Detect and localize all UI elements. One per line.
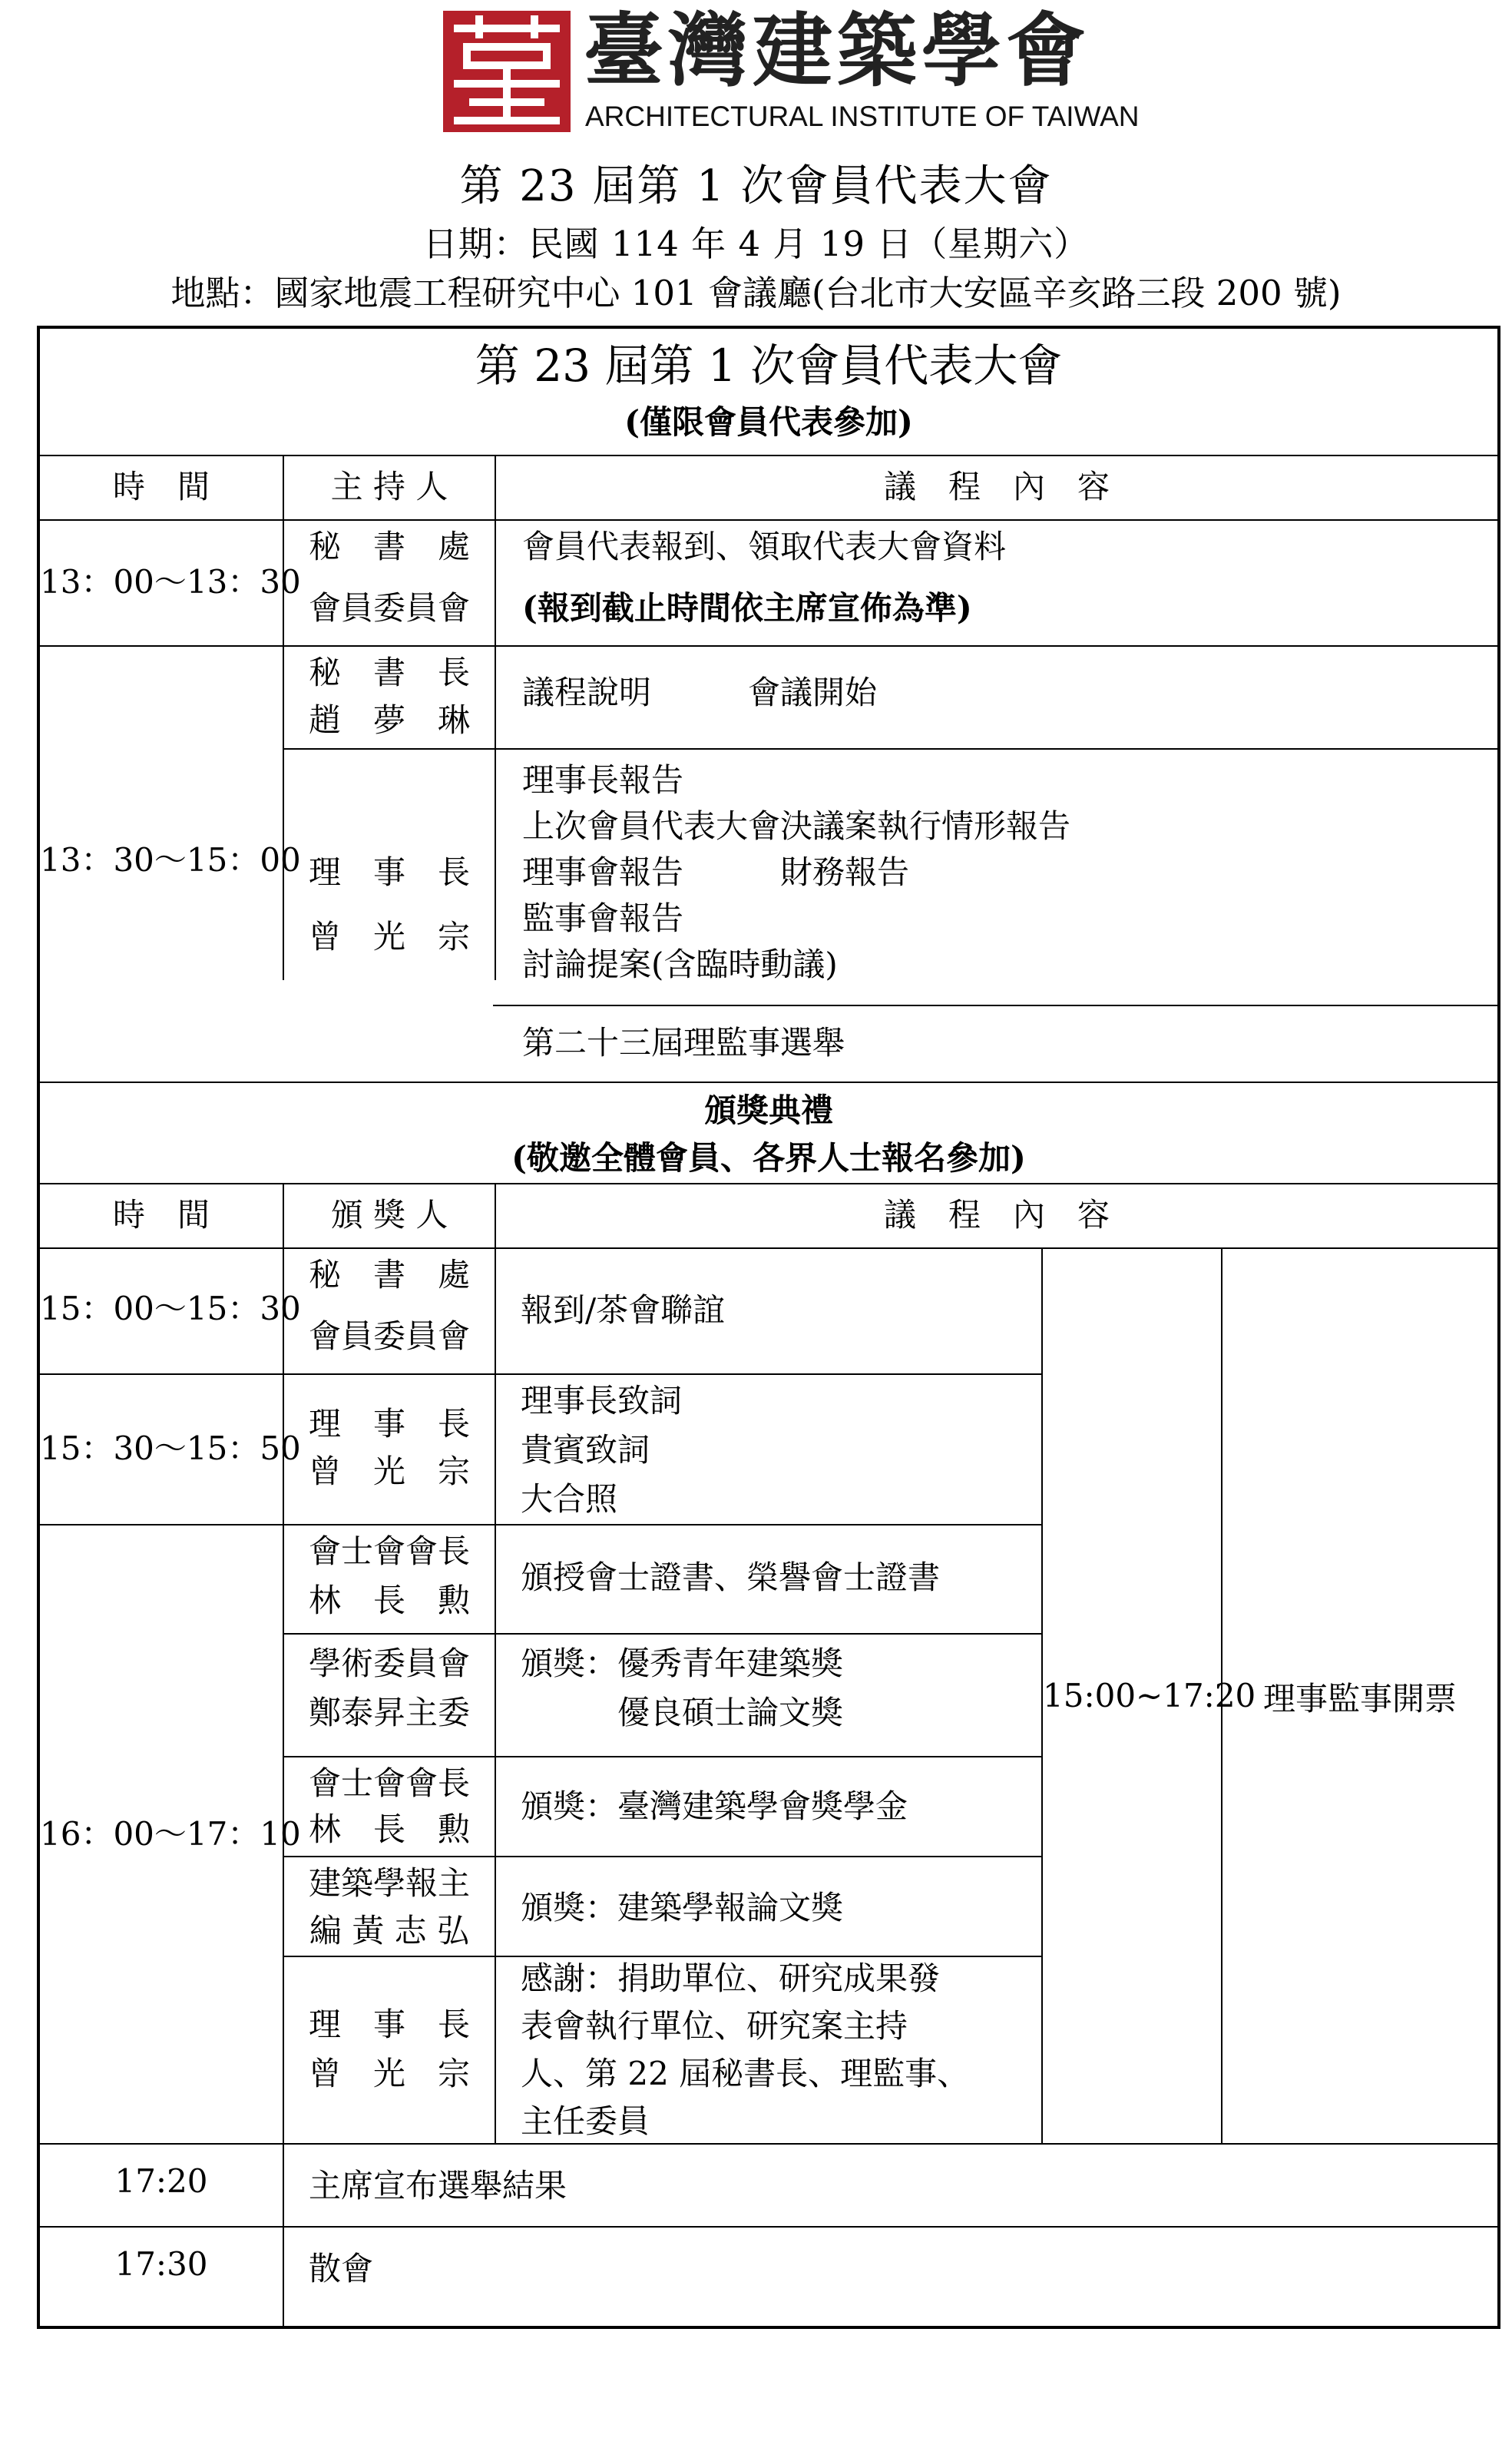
meeting-venue: 地點：國家地震工程研究中心 101 會議廳(台北市大安區辛亥路三段 200 號) [170,273,1342,313]
row-agenda: 感謝：捐助單位、研究成果發 [521,1959,941,1997]
row-presenter: 會士會會長 [308,1532,470,1570]
section1-subtitle: (僅限會員代表參加) [624,403,913,441]
row-agenda: 頒獎：臺灣建築學會獎學金 [521,1787,908,1825]
row-host: 會員委員會 [308,589,470,627]
row-agenda: 貴賓致詞 [521,1431,650,1469]
row-presenter: 學術委員會 [308,1645,470,1682]
row-time: 17:30 [114,2245,208,2283]
row-agenda: 會員代表報到、領取代表大會資料 [522,528,1007,565]
header-presenter: 頒 獎 人 [330,1196,448,1234]
meeting-date: 日期：民國 114 年 4 月 19 日（星期六） [422,224,1090,264]
row-time: 17:20 [114,2162,208,2200]
row-presenter: 林 長 勲 [308,1582,470,1619]
table-rule [284,1756,1041,1757]
table-rule [493,1005,1497,1006]
row-agenda: (報到截止時間依主席宣佈為準) [522,589,972,627]
row-agenda: 頒獎：優秀青年建築獎 [521,1645,844,1682]
vote-count-time: 15:00~17:20 [1043,1677,1256,1714]
table-rule [495,1183,496,2143]
row-agenda: 頒授會士證書、榮譽會士證書 [521,1559,941,1596]
row-time: 15：00～15：30 [40,1290,301,1327]
row-host: 趙 夢 琳 [308,701,470,739]
row-host: 曾 光 宗 [308,918,470,956]
row-host: 秘 書 處 [308,528,470,565]
table-rule [40,1373,1041,1375]
institute-logo-mark [443,11,571,132]
row-time: 13：30～15：00 [40,841,301,879]
row-agenda: 報到/茶會聯誼 [521,1291,726,1329]
table-rule [40,1183,1497,1184]
table-rule [284,1856,1041,1857]
section2-title: 頒獎典禮 [703,1091,833,1129]
institute-name-english: ARCHITECTURAL INSTITUTE OF TAIWAN [585,101,1140,132]
table-rule [40,645,1497,647]
row-agenda: 表會執行單位、研究案主持 [521,2007,908,2045]
table-rule [284,1633,1041,1635]
row-agenda: 主任委員 [521,2102,650,2140]
table-rule [284,748,1497,750]
row-presenter: 建築學報主 [308,1864,470,1902]
row-agenda: 理事長報告 [522,761,684,799]
row-agenda: 散會 [309,2250,374,2287]
row-agenda: 人、第 22 屆秘書長、理監事、 [521,2055,970,2092]
row-agenda: 主席宣布選舉結果 [309,2167,567,2205]
row-agenda: 頒獎：建築學報論文獎 [521,1889,844,1926]
row-presenter: 編 黃 志 弘 [309,1912,470,1949]
table-rule [40,1247,1497,1249]
row-presenter: 林 長 勲 [308,1810,470,1848]
header-host: 主 持 人 [330,468,448,505]
table-rule [495,455,496,980]
table-rule [40,2143,1497,2145]
row-time: 16：00～17：10 [40,1815,301,1853]
row-agenda: 理事長致詞 [521,1382,683,1419]
table-rule [40,519,1497,521]
row-agenda: 優良碩士論文獎 [521,1694,844,1731]
header-agenda: 議 程 內 容 [883,1196,1110,1234]
row-agenda: 監事會報告 [522,899,684,937]
row-presenter: 曾 光 宗 [308,2055,470,2092]
row-agenda: 討論提案(含臨時動議) [522,946,838,983]
schedule-table [37,326,1500,2329]
row-agenda: 大合照 [521,1480,618,1518]
table-rule [40,2226,1497,2228]
row-host: 秘 書 長 [308,654,470,691]
row-presenter: 理 事 長 [308,2006,470,2043]
row-agenda: 第二十三屆理監事選舉 [522,1024,845,1062]
row-time: 13：00～13：30 [40,563,301,601]
table-rule [40,455,1497,456]
row-host: 理 事 長 [308,853,470,891]
meeting-title: 第 23 屆第 1 次會員代表大會 [459,161,1053,211]
section1-title: 第 23 屆第 1 次會員代表大會 [475,340,1063,392]
header-agenda: 議 程 內 容 [883,468,1110,505]
row-presenter: 理 事 長 [308,1405,470,1443]
header-time: 時 間 [112,468,210,505]
table-rule [40,1082,1497,1083]
row-agenda: 理事會報告 財務報告 [522,853,910,891]
row-presenter: 會員委員會 [308,1317,470,1355]
row-presenter: 會士會會長 [308,1764,470,1802]
row-agenda: 上次會員代表大會決議案執行情形報告 [522,807,1071,845]
row-time: 15：30～15：50 [40,1429,301,1467]
section2-subtitle: (敬邀全體會員、各界人士報名參加) [511,1139,1026,1177]
row-presenter: 曾 光 宗 [308,1453,470,1490]
table-rule [40,1524,1041,1525]
row-presenter: 鄭泰昇主委 [308,1694,470,1731]
row-presenter: 秘 書 處 [308,1256,470,1294]
row-agenda: 議程說明 會議開始 [522,674,878,711]
vote-count-label: 理事監事開票 [1262,1680,1457,1718]
institute-name-chinese: 臺灣建築學會 [584,3,1091,98]
header-time: 時 間 [112,1196,210,1234]
